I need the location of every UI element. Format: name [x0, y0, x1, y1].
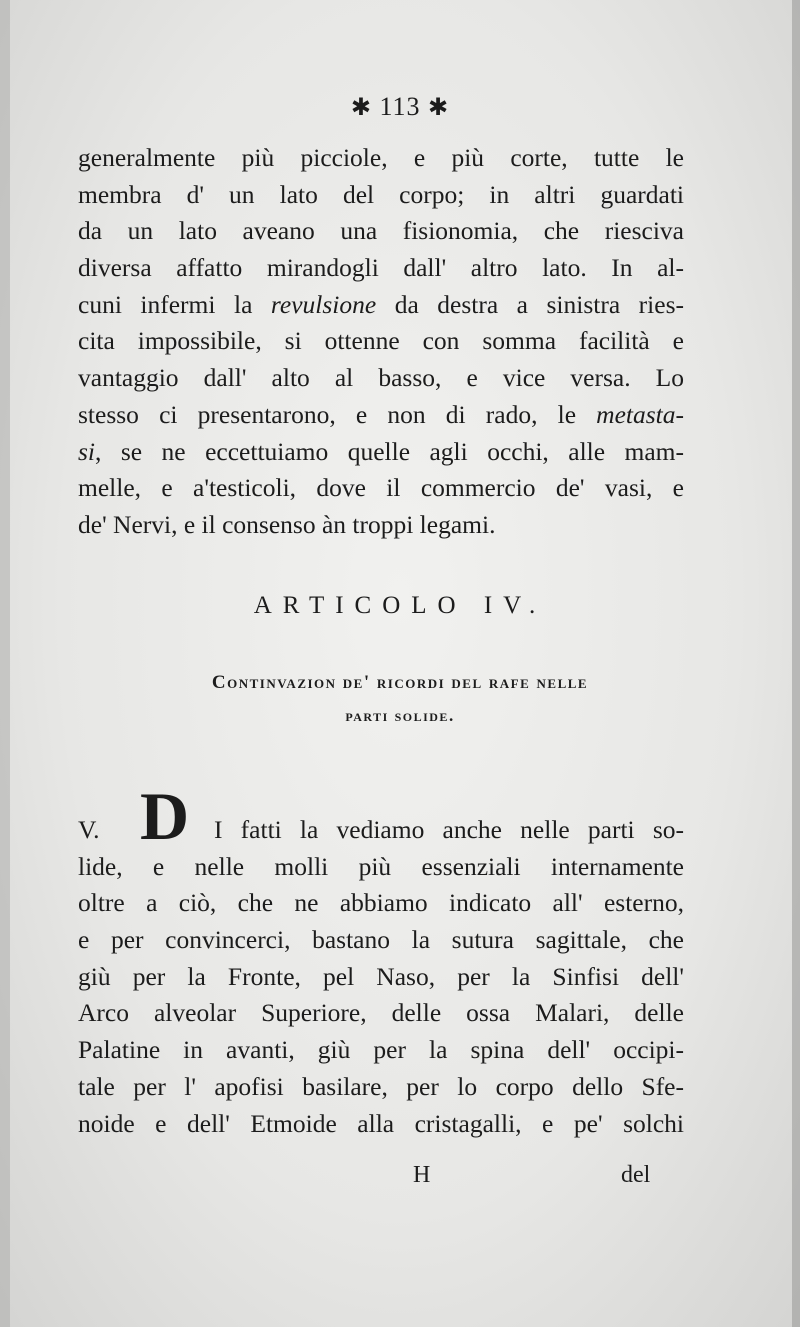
text-line: diversa affatto mirandogli dall' altro lato. In al- — [78, 253, 684, 283]
paragraph-main — [78, 778, 684, 1142]
page-number: 113 — [379, 92, 421, 121]
text-line: Arco alveolar Superiore, delle ossa Malari, delle — [78, 998, 684, 1028]
text-line: Palatine in avanti, giù per la spina dell' occipi- — [78, 1035, 684, 1065]
text-line: de' Nervi, e il consenso àn troppi legami. — [78, 509, 496, 539]
text-line: giù per la Fronte, pel Naso, per la Sinfisi dell' — [78, 961, 684, 991]
italic-word: revulsione — [270, 289, 377, 319]
article-subtitle: Continvazion de' ricordi del rafe nelle — [211, 672, 589, 693]
paragraph-continuation — [78, 140, 684, 544]
article-title: ARTICOLO IV. — [253, 592, 547, 619]
text-segment: I fatti la vediamo anche nelle parti so- — [214, 815, 684, 844]
text-segment: da destra a sinistra ries- — [376, 289, 684, 319]
text-line: e per convincerci, bastano la sutura sagittale, che — [78, 925, 684, 955]
page-edge-right — [792, 0, 800, 1327]
text-segment: stesso ci presentarono, e non di rado, le — [78, 399, 597, 429]
italic-word: si — [78, 436, 96, 466]
text-line — [78, 287, 684, 324]
text-segment: , se ne eccettuiamo quelle agli occhi, alle mam- — [95, 436, 684, 466]
text-line: vantaggio dall' alto al basso, e vice versa. Lo — [78, 363, 684, 393]
text-line — [78, 397, 684, 434]
text-line: cita impossibile, si ottenne con somma facilità e — [78, 326, 684, 356]
text-line: membra d' un lato del corpo; in altri guardati — [78, 179, 684, 209]
text-line: lide, e nelle molli più essenziali internamente — [78, 851, 684, 881]
ornament-right-icon: ✱ — [428, 93, 450, 121]
text-line — [78, 778, 684, 854]
text-line: tale per l' apofisi basilare, per lo corpo dello Sfe- — [78, 1071, 684, 1101]
italic-word: metasta- — [596, 399, 684, 429]
text-line: oltre a ciò, che ne abbiamo indicato all' esterno, — [78, 888, 684, 918]
catchword: del — [621, 1162, 651, 1188]
text-line: generalmente più picciole, e più corte, tutte le — [78, 143, 684, 172]
article-subtitle: parti solide. — [345, 706, 455, 725]
drop-cap: D — [140, 778, 190, 854]
signature-mark: H — [413, 1162, 431, 1188]
text-line: melle, e a'testicoli, dove il commercio de' vasi, e — [78, 473, 684, 503]
page-edge-left — [0, 0, 10, 1327]
ornament-left-icon: ✱ — [350, 93, 372, 121]
text-line: da un lato aveano una fisionomia, che riesciva — [78, 216, 684, 246]
page-header — [0, 92, 800, 122]
text-line: noide e dell' Etmoide alla cristagalli, e pe' solchi — [78, 1108, 684, 1138]
text-segment: cuni infermi la — [78, 289, 271, 319]
text-line — [78, 434, 684, 471]
section-numeral: V. — [78, 815, 100, 844]
